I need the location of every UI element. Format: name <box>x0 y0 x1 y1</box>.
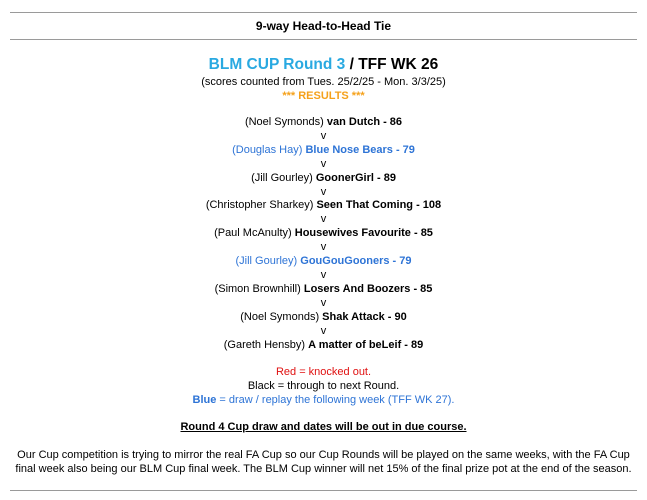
match-list <box>0 116 647 352</box>
manager-name: (Gareth Hensby) <box>223 338 306 351</box>
legend-blue-text: = draw / replay the following week (TFF WK 27). <box>216 394 455 406</box>
team-score: GoonerGirl - 89 <box>315 171 396 184</box>
cup-title <box>0 56 647 74</box>
match-entry <box>0 172 647 186</box>
header-divider <box>10 39 637 40</box>
round-4-notice: Round 4 Cup draw and dates will be out in due course. <box>180 421 467 433</box>
match-entry <box>0 339 647 353</box>
match-entry <box>0 227 647 241</box>
footer-text: Our Cup competition is trying to mirror the real FA Cup so our Cup Rounds will be played on the same weeks, with the FA Cup final week also being our BLM Cup final week. The BLM Cup winner will net 15% of the final prize pot at the end of the season. <box>15 449 632 475</box>
versus-separator: v <box>320 185 327 198</box>
match-entry <box>0 116 647 130</box>
cup-title-colored: BLM CUP Round 3 <box>208 56 346 73</box>
versus-separator: v <box>320 213 327 226</box>
versus-separator: v <box>320 129 327 142</box>
team-score: Housewives Favourite - 85 <box>294 227 433 240</box>
team-score: GouGouGooners - 79 <box>300 255 412 268</box>
versus-separator: v <box>320 296 327 309</box>
manager-name: (Jill Gourley) <box>251 171 313 184</box>
legend-blue-word: Blue <box>192 394 217 406</box>
manager-name: (Noel Symonds) <box>240 310 320 323</box>
legend-black: Black = through to next Round. <box>247 380 400 392</box>
versus-separator: v <box>320 157 327 170</box>
team-score: van Dutch - 86 <box>326 116 403 128</box>
cup-title-separator: / <box>345 56 359 73</box>
top-divider <box>10 12 637 13</box>
manager-name: (Christopher Sharkey) <box>205 199 314 212</box>
team-score: Seen That Coming - 108 <box>316 199 442 212</box>
legend-red: Red = knocked out. <box>275 366 372 378</box>
team-score: Shak Attack - 90 <box>322 310 407 323</box>
match-entry <box>0 144 647 158</box>
match-entry <box>0 255 647 269</box>
results-label: *** RESULTS *** <box>282 90 365 102</box>
team-score: A matter of beLeif - 89 <box>308 338 424 351</box>
bottom-divider <box>10 490 637 491</box>
team-score: Losers And Boozers - 85 <box>303 282 433 295</box>
versus-separator: v <box>320 268 327 281</box>
versus-separator: v <box>320 324 327 337</box>
manager-name: (Noel Symonds) <box>244 116 324 128</box>
manager-name: (Douglas Hay) <box>232 143 303 156</box>
header-title: 9-way Head-to-Head Tie <box>255 19 392 33</box>
team-score: Blue Nose Bears - 79 <box>305 143 415 156</box>
cup-title-rest: TFF WK 26 <box>358 56 439 73</box>
match-entry <box>0 283 647 297</box>
manager-name: (Simon Brownhill) <box>214 282 301 295</box>
manager-name: (Paul McAnulty) <box>214 227 292 240</box>
legend <box>0 365 647 407</box>
versus-separator: v <box>320 241 327 254</box>
match-entry <box>0 199 647 213</box>
cup-subtitle: (scores counted from Tues. 25/2/25 - Mon. 3/3/25) <box>201 76 446 88</box>
match-entry <box>0 311 647 325</box>
legend-blue <box>0 393 647 407</box>
manager-name: (Jill Gourley) <box>235 255 298 268</box>
